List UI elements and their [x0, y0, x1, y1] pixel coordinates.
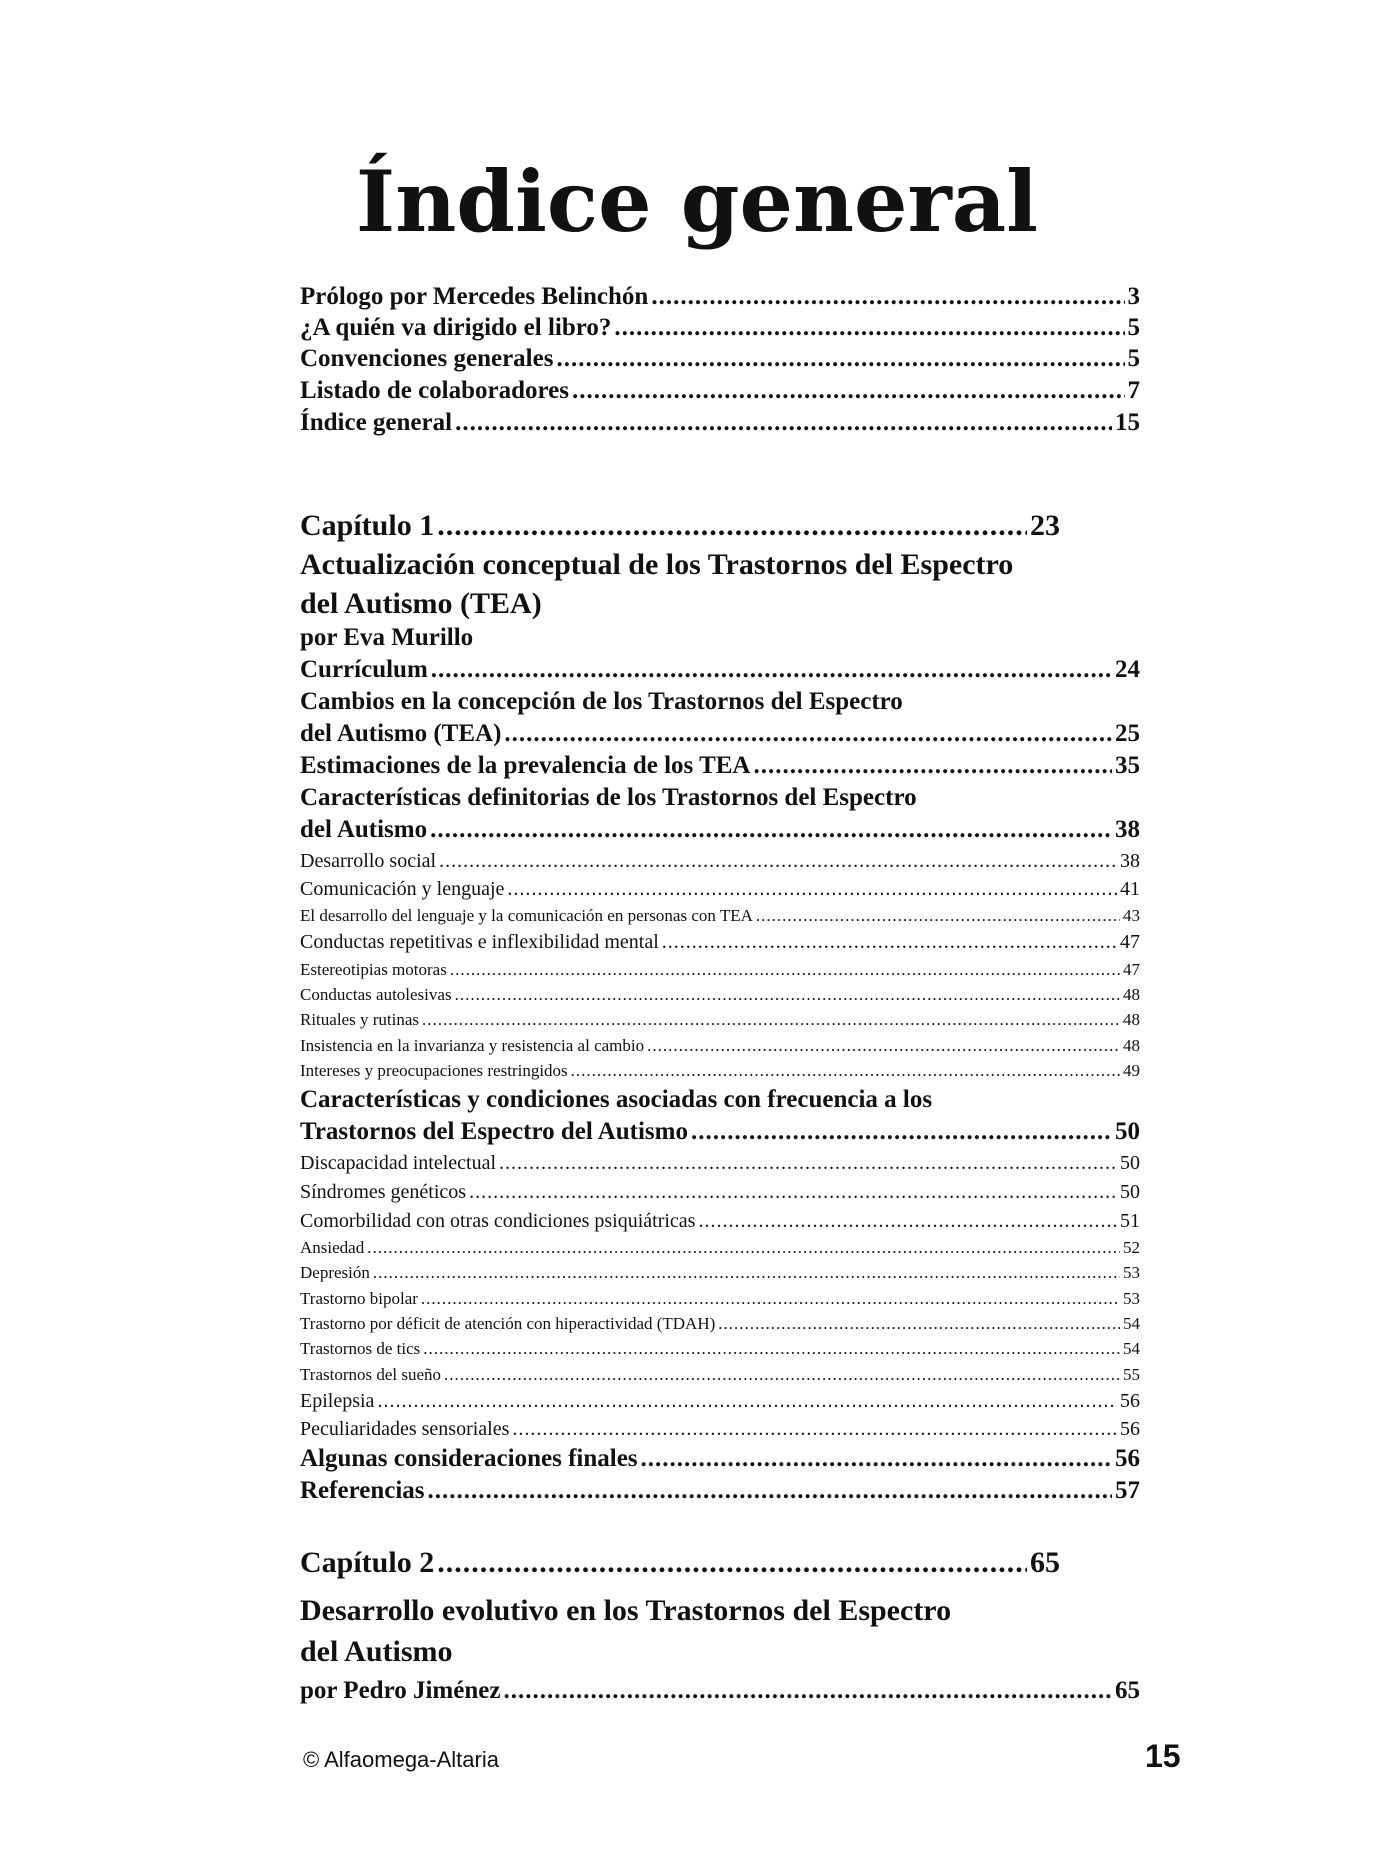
toc-entry-label: del Autismo (TEA): [300, 720, 502, 747]
leader-dots: [698, 1210, 1117, 1233]
leader-dots: [428, 1477, 1113, 1505]
leader-dots: [437, 509, 1027, 543]
leader-dots: [651, 283, 1124, 311]
leader-dots: [422, 1010, 1120, 1030]
toc-entry-label: Comorbilidad con otras condiciones psiquiátricas: [300, 1210, 696, 1232]
toc-entry-label: Trastorno bipolar: [300, 1289, 418, 1308]
chapter-2-title-line1: Desarrollo evolutivo en los Trastornos del Espectro: [300, 1594, 952, 1627]
chapter-1-title-line1: Actualización conceptual de los Trastornos del Espectro: [300, 548, 1014, 581]
toc-entry-asociadas[interactable]: [300, 1118, 1140, 1146]
toc-entry-label: Conductas autolesivas: [300, 985, 452, 1004]
chapter-1-title-line2: del Autismo (TEA): [300, 587, 542, 620]
leader-dots: [437, 1546, 1027, 1580]
toc-entry-label: Depresión: [300, 1263, 370, 1282]
toc-entry-label: Peculiaridades sensoriales: [300, 1418, 510, 1440]
toc-entry-label: Trastornos del sueño: [300, 1365, 442, 1384]
toc-entry-indice[interactable]: [300, 409, 1140, 437]
toc-entry-label: Algunas consideraciones finales: [300, 1445, 638, 1472]
toc-entry-intereses[interactable]: [300, 1061, 1140, 1081]
toc-entry-page: 38: [1115, 816, 1140, 843]
toc-entry-page: 56: [1115, 1445, 1140, 1472]
toc-entry-label: Referencias: [300, 1477, 425, 1504]
toc-entry-referencias[interactable]: [300, 1477, 1140, 1505]
leader-dots: [647, 1036, 1120, 1056]
toc-entry-prologo[interactable]: [300, 283, 1140, 311]
leader-dots: [753, 752, 1112, 780]
leader-dots: [431, 656, 1112, 684]
toc-entry-tdah[interactable]: [300, 1314, 1140, 1334]
toc-entry-comorbilidad[interactable]: [300, 1210, 1140, 1233]
toc-entry-label: Estereotipias motoras: [300, 960, 447, 979]
leader-dots: [469, 1181, 1117, 1204]
toc-entry-page: 41: [1120, 878, 1140, 900]
toc-entry-page: 24: [1115, 656, 1140, 683]
leader-dots: [373, 1263, 1120, 1283]
page-title: Índice general: [355, 152, 1039, 251]
toc-entry-label: Conductas repetitivas e inflexibilidad mental: [300, 931, 659, 953]
footer-copyright: © Alfaomega-Altaria: [303, 1747, 499, 1772]
leader-dots: [572, 377, 1125, 405]
toc-entry-page: 49: [1123, 1061, 1140, 1080]
toc-entry-epilepsia[interactable]: [300, 1390, 1140, 1413]
toc-entry-page: 54: [1123, 1339, 1140, 1358]
toc-entry-label: Estimaciones de la prevalencia de los TEA: [300, 752, 751, 779]
toc-entry-page: 48: [1123, 1036, 1140, 1055]
chapter-2-author-entry[interactable]: [300, 1677, 1140, 1705]
leader-dots: [504, 720, 1112, 748]
leader-dots: [662, 931, 1117, 954]
toc-entry-label: Epilepsia: [300, 1390, 375, 1412]
leader-dots: [571, 1061, 1120, 1081]
toc-entry-tics[interactable]: [300, 1339, 1140, 1359]
toc-entry-label: del Autismo: [300, 816, 428, 843]
toc-entry-label: Síndromes genéticos: [300, 1181, 467, 1203]
toc-entry-label: Convenciones generales: [300, 345, 554, 372]
leader-dots: [430, 816, 1112, 844]
toc-entry-cambios-line1: Cambios en la concepción de los Trastornos del Espectro: [300, 688, 903, 715]
leader-dots: [718, 1314, 1120, 1334]
leader-dots: [444, 1365, 1120, 1385]
toc-entry-label: Trastornos de tics: [300, 1339, 421, 1358]
toc-entry-sindromes[interactable]: [300, 1181, 1140, 1204]
toc-entry-page: 53: [1123, 1289, 1140, 1308]
leader-dots: [507, 878, 1117, 901]
leader-dots: [641, 1445, 1112, 1473]
toc-entry-label: Insistencia en la invarianza y resistencia al cambio: [300, 1036, 645, 1055]
toc-entry-asociadas-line1: Características y condiciones asociadas con frecuencia a los: [300, 1086, 933, 1113]
leader-dots: [450, 960, 1120, 980]
toc-entry-cambios[interactable]: [300, 720, 1140, 748]
toc-entry-page: 5: [1127, 314, 1140, 341]
toc-entry-label: por Pedro Jiménez: [300, 1677, 501, 1704]
toc-entry-caracteristicas[interactable]: [300, 816, 1140, 844]
leader-dots: [455, 409, 1112, 437]
toc-entry-page: 50: [1115, 1118, 1140, 1145]
toc-entry-comunicacion[interactable]: [300, 878, 1140, 901]
toc-entry-sensoriales[interactable]: [300, 1418, 1140, 1441]
leader-dots: [421, 1289, 1120, 1309]
toc-entry-page: 56: [1120, 1418, 1140, 1440]
toc-entry-ansiedad[interactable]: [300, 1238, 1140, 1258]
toc-entry-page: 53: [1123, 1263, 1140, 1282]
leader-dots: [367, 1238, 1120, 1258]
toc-entry-label: Currículum: [300, 656, 428, 683]
chapter-heading-label: Capítulo 1: [300, 509, 435, 542]
toc-entry-label: Prólogo por Mercedes Belinchón: [300, 283, 649, 310]
leader-dots: [556, 345, 1124, 373]
toc-entry-estimaciones[interactable]: [300, 752, 1140, 780]
toc-entry-desarrollo-social[interactable]: [300, 850, 1140, 873]
leader-dots: [377, 1390, 1117, 1413]
leader-dots: [455, 985, 1120, 1005]
chapter-1-heading[interactable]: [300, 509, 1060, 543]
leader-dots: [499, 1152, 1117, 1175]
toc-entry-label: Trastornos del Espectro del Autismo: [300, 1118, 688, 1145]
toc-entry-label: Índice general: [300, 409, 453, 436]
toc-entry-page: 55: [1123, 1365, 1140, 1384]
toc-entry-label: Intereses y preocupaciones restringidos: [300, 1061, 568, 1080]
toc-entry-caracteristicas-line1: Características definitorias de los Trastornos del Espectro: [300, 784, 917, 811]
toc-entry-label: ¿A quién va dirigido el libro?: [300, 314, 612, 341]
toc-entry-label: Listado de colaboradores: [300, 377, 569, 404]
toc-entry-desarrollo-lenguaje[interactable]: [300, 906, 1140, 926]
leader-dots: [423, 1339, 1120, 1359]
toc-entry-page: 5: [1127, 345, 1140, 372]
toc-entry-page: 3: [1127, 283, 1140, 310]
footer-page-number: 15: [1145, 1738, 1181, 1774]
toc-entry-page: 35: [1115, 752, 1140, 779]
leader-dots: [503, 1677, 1112, 1705]
toc-entry-label: El desarrollo del lenguaje y la comunicación en personas con TEA: [300, 906, 753, 925]
chapter-heading-page: 23: [1030, 509, 1060, 542]
toc-entry-page: 50: [1120, 1181, 1140, 1203]
toc-entry-page: 48: [1123, 985, 1140, 1004]
toc-entry-label: Rituales y rutinas: [300, 1010, 419, 1029]
leader-dots: [614, 314, 1124, 342]
leader-dots: [439, 850, 1117, 873]
leader-dots: [691, 1118, 1112, 1146]
toc-entry-label: Comunicación y lenguaje: [300, 878, 505, 900]
toc-entry-label: Desarrollo social: [300, 850, 437, 872]
chapter-heading-label: Capítulo 2: [300, 1546, 435, 1579]
chapter-heading-page: 65: [1030, 1546, 1060, 1579]
toc-entry-page: 50: [1120, 1152, 1140, 1174]
toc-entry-label: Discapacidad intelectual: [300, 1152, 497, 1174]
leader-dots: [756, 906, 1120, 926]
leader-dots: [512, 1418, 1117, 1441]
toc-entry-page: 65: [1115, 1677, 1140, 1704]
toc-entry-colaboradores[interactable]: [300, 377, 1140, 405]
toc-entry-page: 38: [1120, 850, 1140, 872]
toc-entry-insistencia[interactable]: [300, 1036, 1140, 1056]
toc-entry-page: 43: [1123, 906, 1140, 925]
chapter-2-title-line2: del Autismo: [300, 1635, 453, 1668]
toc-entry-discapacidad[interactable]: [300, 1152, 1140, 1175]
toc-entry-sueno[interactable]: [300, 1365, 1140, 1385]
toc-entry-a-quien[interactable]: [300, 314, 1140, 342]
toc-entry-rituales[interactable]: [300, 1010, 1140, 1030]
toc-entry-page: 7: [1127, 377, 1140, 404]
toc-entry-page: 54: [1123, 1314, 1140, 1333]
chapter-1-author: por Eva Murillo: [300, 624, 474, 651]
toc-entry-page: 47: [1123, 960, 1140, 979]
toc-entry-page: 57: [1115, 1477, 1140, 1504]
toc-entry-depresion[interactable]: [300, 1263, 1140, 1283]
toc-entry-convenciones[interactable]: [300, 345, 1140, 373]
toc-entry-curriculum[interactable]: [300, 656, 1140, 684]
toc-entry-page: 52: [1123, 1238, 1140, 1257]
chapter-2-heading[interactable]: [300, 1546, 1060, 1580]
toc-entry-estereotipias[interactable]: [300, 960, 1140, 980]
toc-entry-page: 47: [1120, 931, 1140, 953]
toc-entry-autolesivas[interactable]: [300, 985, 1140, 1005]
toc-entry-label: Trastorno por déficit de atención con hiperactividad (TDAH): [300, 1314, 716, 1333]
toc-entry-page: 56: [1120, 1390, 1140, 1412]
toc-entry-conductas-repetitivas[interactable]: [300, 931, 1140, 954]
toc-entry-consideraciones[interactable]: [300, 1445, 1140, 1473]
toc-entry-page: 15: [1115, 409, 1140, 436]
toc-entry-page: 48: [1123, 1010, 1140, 1029]
toc-entry-bipolar[interactable]: [300, 1289, 1140, 1309]
toc-entry-page: 25: [1115, 720, 1140, 747]
toc-entry-page: 51: [1120, 1210, 1140, 1232]
toc-entry-label: Ansiedad: [300, 1238, 365, 1257]
